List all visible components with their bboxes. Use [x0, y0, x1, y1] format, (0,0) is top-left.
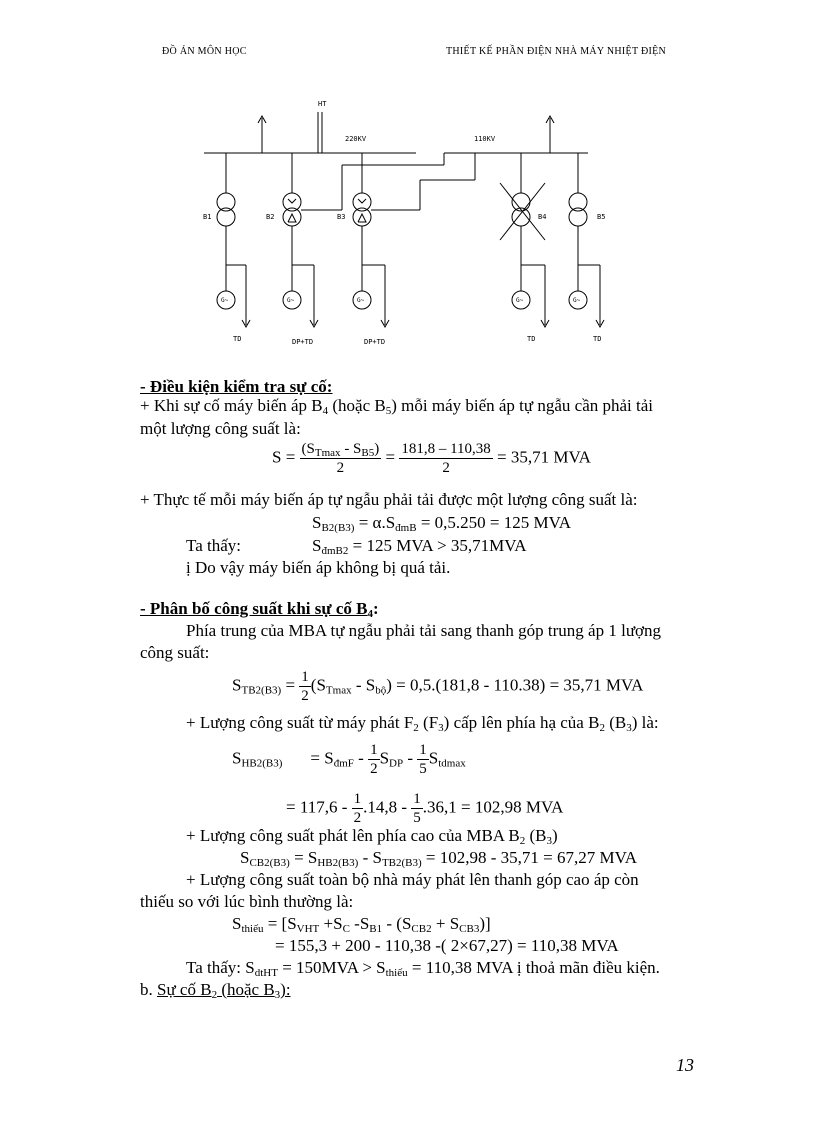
page-number: 13 — [676, 1055, 694, 1075]
section-title-distribution: - Phân bố công suất khi sự cố $B_4$: — [140, 599, 379, 620]
paragraph: + Khi sự cố máy biến áp $B_4$ (hoặc $B_5$) mỗi máy biến áp tự ngẫu cần phải tải — [140, 396, 654, 417]
label-b4: B4 — [538, 213, 547, 221]
label-110kv: 110KV — [474, 135, 496, 143]
equation: $S_{B2(B3)} = \alpha.S_{đmB} = 0,5.250 = 125$ MVA — [312, 513, 571, 534]
svg-text:G~: G~ — [573, 297, 581, 304]
label-b2: B2 — [266, 213, 275, 221]
paragraph: + Lượng công suất từ máy phát $F_2$ $(F_3)$ cấp lên phía hạ của $B_2$ $(B_3)$ là: — [186, 713, 659, 734]
section-title-check: - Điều kiện kiểm tra sự cố: — [140, 377, 333, 396]
equation-s: S = $(S_{Tmax} - S_{B5})$ 2 = $\frac{181,8 - 110,38}{2}$ = 35,71 MVA — [272, 441, 591, 476]
paragraph: + Lượng công suất toàn bộ nhà máy phát lên thanh góp cao áp còn — [186, 870, 639, 889]
svg-text:G~: G~ — [357, 297, 365, 304]
header-right: THIẾT KẾ PHẦN ĐIỆN NHÀ MÁY NHIỆT ĐIỆN — [446, 46, 667, 57]
svg-text:G~: G~ — [287, 297, 295, 304]
svg-text:G~: G~ — [221, 297, 229, 304]
paragraph: Ta thấy: $S_{dtHT} = 150MVA > S_{thiếu} = 110,38$ MVA ị thoả mãn điều kiện. — [186, 958, 660, 979]
equation: $S_{HB2(B3)} = S_{đmF}$ - $\frac{1}{2}$ $S_{DP}$ - $\frac{1}{5}$ $S_{tdmax}$ — [232, 742, 466, 777]
equation: $S_{TB2(B3)}$ = $\frac{1}{2}$ $(S_{Tmax} - S_{bộ}) = 0,5.(181,8 - 110.38) = 35,71$ MVA — [232, 669, 644, 704]
equation: $S_{đmB2} = 125$ MVA > 35,71MVA — [312, 536, 527, 557]
section-title-b: b. Sự cố $B_2$ (hoặc $B_3$): — [140, 980, 291, 1001]
header-left: ĐỒ ÁN MÔN HỌC — [162, 46, 247, 57]
paragraph: + Lượng công suất phát lên phía cao của MBA $B_2$ $(B_3)$ — [186, 826, 558, 847]
label-load-5: TD — [593, 335, 602, 343]
label-b3: B3 — [337, 213, 346, 221]
svg-text:G~: G~ — [516, 297, 524, 304]
label-ht: HT — [318, 100, 327, 108]
paragraph: ị Do vậy máy biến áp không bị quá tải. — [186, 558, 451, 577]
label-load-3: DP+TD — [364, 338, 386, 346]
paragraph: + Thực tế mỗi máy biến áp tự ngẫu phải tải được một lượng công suất là: — [140, 490, 638, 509]
label-load-1: TD — [233, 335, 242, 343]
label-b5: B5 — [597, 213, 606, 221]
label-220kv: 220KV — [345, 135, 367, 143]
paragraph: Phía trung của MBA tự ngẫu phải tải sang thanh góp trung áp 1 lượng — [186, 621, 662, 640]
equation: $S_{CB2(B3)} = S_{HB2(B3)} - S_{TB2(B3)} = 102,98 - 35,71 = 67,27$ MVA — [240, 848, 637, 869]
label-load-4: TD — [527, 335, 536, 343]
paragraph: thiếu so với lúc bình thường là: — [140, 892, 354, 911]
paragraph: Ta thấy: — [186, 536, 241, 555]
label-b1: B1 — [203, 213, 212, 221]
paragraph: công suất: — [140, 643, 210, 662]
label-load-2: DP+TD — [292, 338, 314, 346]
paragraph: một lượng công suất là: — [140, 419, 301, 438]
equation: = 155,3 + 200 - 110,38 -( 2×67,27) = 110,38 MVA — [275, 936, 619, 955]
equation: $S_{thiếu} = [S_{VHT} +S_C$ $-S_{B1} - (S_{CB2} + S_{CB3})$] — [232, 914, 491, 935]
equation: = 117,6 - $\frac{1}{2}$ .14,8 - $\frac{1}{5}$ .36,1 = 102,98 MVA — [286, 791, 564, 826]
